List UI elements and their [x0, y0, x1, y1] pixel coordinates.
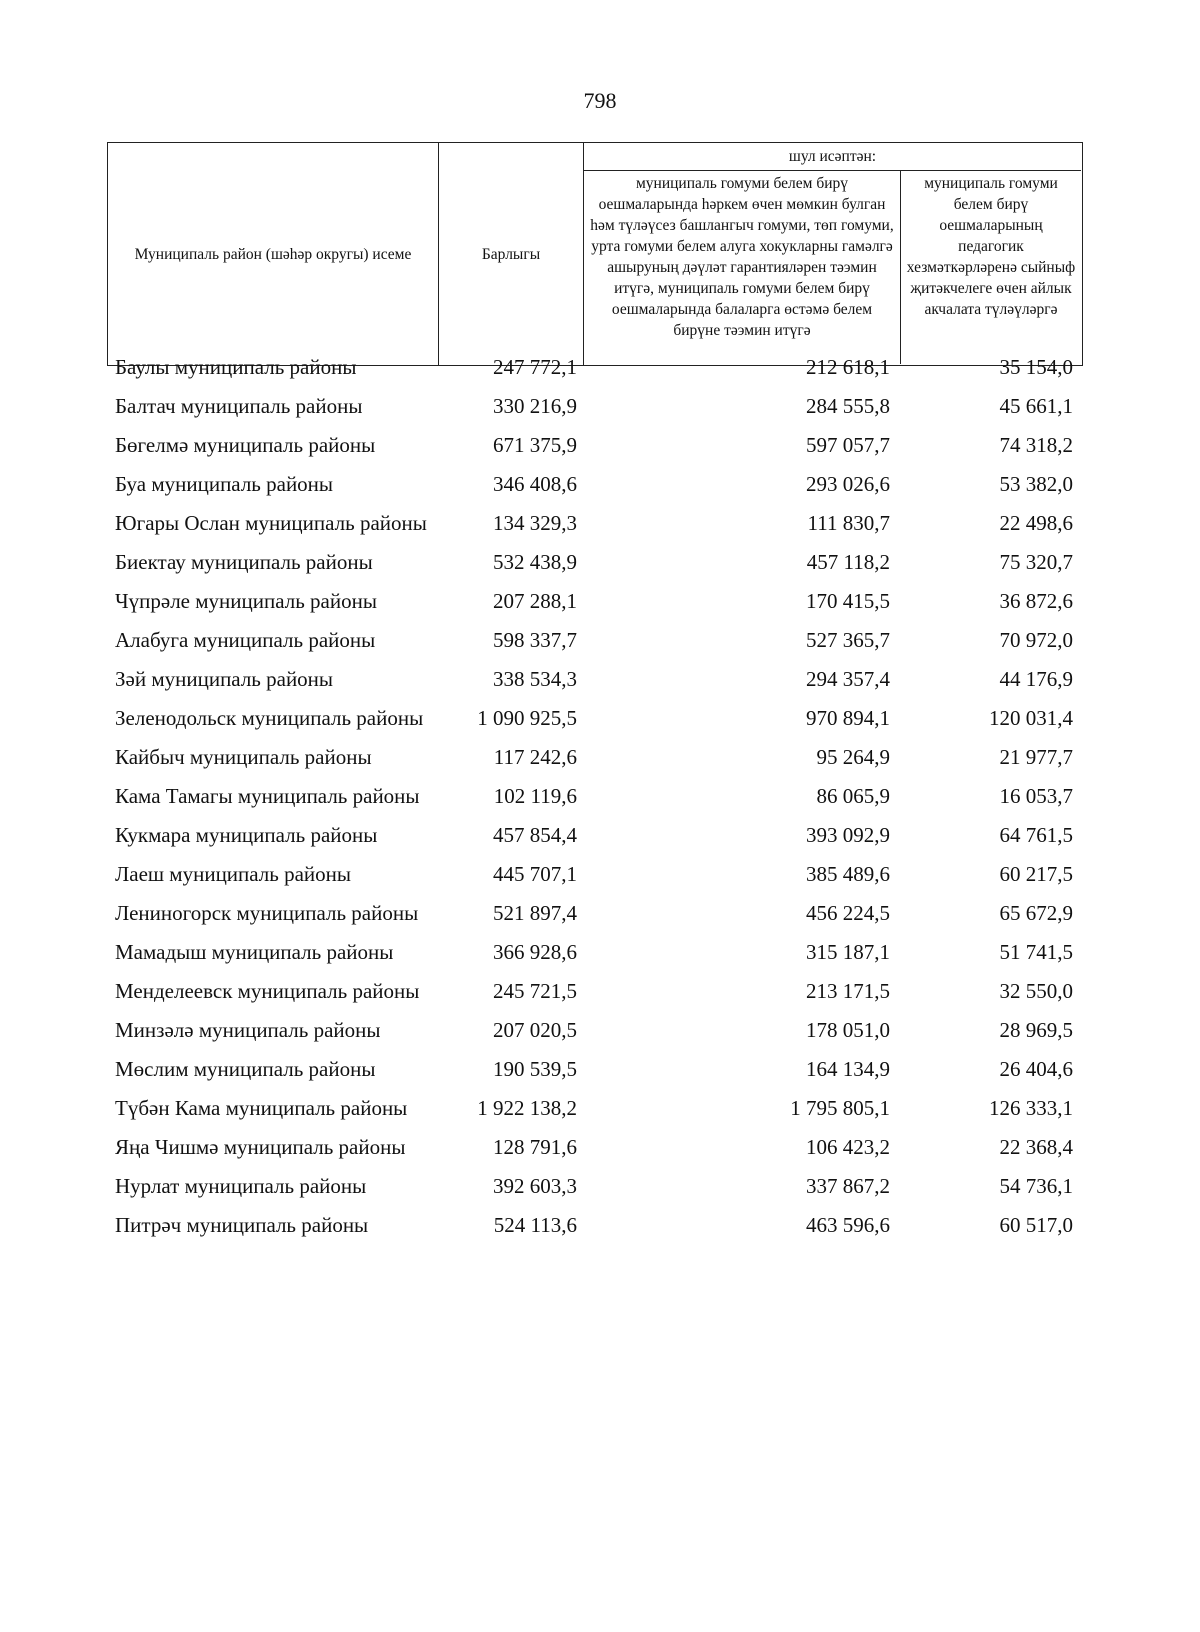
row-sub1: 284 555,8 — [806, 394, 890, 418]
page-number: 798 — [583, 88, 617, 113]
row-sub1: 1 795 805,1 — [790, 1096, 890, 1120]
row-name: Чүпрәле муниципаль районы — [115, 589, 377, 613]
row-sub1: 164 134,9 — [806, 1057, 890, 1081]
row-sub2: 60 217,5 — [999, 862, 1073, 886]
header-sub1: муниципаль гомуми белем бирү оешмаларында һәркем өчен мөмкин булган һәм түләүсез башлангыч гомуми, төп гомуми, урта гомуми белем алуга хокукларны гамәлгә ашыруның дәүләт гарантияләрен тәэмин итүгә, муниципаль гомуми белем бирү оешмаларында балаларга өстәмә белем бирүне тәэмин итүгә — [584, 171, 901, 364]
table-row — [107, 548, 1087, 587]
row-sub1: 213 171,5 — [806, 979, 890, 1003]
row-name: Лениногорск муниципаль районы — [115, 901, 419, 925]
row-total: 521 897,4 — [493, 901, 577, 925]
row-total: 445 707,1 — [493, 862, 577, 886]
row-sub2: 64 761,5 — [999, 823, 1073, 847]
row-sub1: 294 357,4 — [806, 667, 890, 691]
row-total: 190 539,5 — [493, 1057, 577, 1081]
row-sub2: 74 318,2 — [999, 433, 1073, 457]
row-name: Баулы муниципаль районы — [115, 355, 357, 379]
row-total: 102 119,6 — [493, 784, 577, 808]
row-sub1: 970 894,1 — [806, 706, 890, 730]
row-sub2: 53 382,0 — [999, 472, 1073, 496]
row-sub1: 456 224,5 — [806, 901, 890, 925]
row-name: Биектау муниципаль районы — [115, 550, 373, 574]
row-name: Менделеевск муниципаль районы — [115, 979, 420, 1003]
row-sub1: 527 365,7 — [806, 628, 890, 652]
row-name: Түбән Кама муниципаль районы — [115, 1096, 408, 1120]
header-name: Муниципаль район (шәһәр округы) исеме — [108, 143, 439, 365]
row-name: Мөслим муниципаль районы — [115, 1057, 376, 1081]
row-name: Яңа Чишмә муниципаль районы — [115, 1135, 406, 1159]
row-sub1: 111 830,7 — [807, 511, 890, 535]
row-total: 457 854,4 — [493, 823, 577, 847]
row-sub1: 95 264,9 — [816, 745, 890, 769]
table-row — [107, 353, 1087, 392]
row-name: Кайбыч муниципаль районы — [115, 745, 372, 769]
row-sub1: 178 051,0 — [806, 1018, 890, 1042]
table-row — [107, 470, 1087, 509]
row-name: Мамадыш муниципаль районы — [115, 940, 394, 964]
table-row — [107, 1172, 1087, 1211]
row-sub2: 44 176,9 — [999, 667, 1073, 691]
row-name: Югары Ослан муниципаль районы — [115, 511, 427, 535]
table-header — [107, 142, 1083, 366]
row-sub1: 385 489,6 — [806, 862, 890, 886]
row-total: 117 242,6 — [493, 745, 577, 769]
row-total: 338 534,3 — [493, 667, 577, 691]
row-sub1: 170 415,5 — [806, 589, 890, 613]
row-sub1: 337 867,2 — [806, 1174, 890, 1198]
table-row — [107, 860, 1087, 899]
table-row — [107, 587, 1087, 626]
row-name: Минзәлә муниципаль районы — [115, 1018, 381, 1042]
row-total: 598 337,7 — [493, 628, 577, 652]
table-row — [107, 392, 1087, 431]
row-sub1: 106 423,2 — [806, 1135, 890, 1159]
table-row — [107, 626, 1087, 665]
row-sub2: 51 741,5 — [999, 940, 1073, 964]
table-row — [107, 977, 1087, 1016]
row-sub2: 16 053,7 — [999, 784, 1073, 808]
row-total: 134 329,3 — [493, 511, 577, 535]
row-total: 1 922 138,2 — [477, 1096, 577, 1120]
table-row — [107, 704, 1087, 743]
header-sub2: муниципаль гомуми белем бирү оешмаларының педагогик хезмәткәрләренә сыйныф җитәкчелеге өчен айлык акчалата түләүләргә — [906, 175, 1076, 318]
row-sub2: 36 872,6 — [999, 589, 1073, 613]
row-total: 247 772,1 — [493, 355, 577, 379]
row-total: 207 020,5 — [493, 1018, 577, 1042]
row-total: 392 603,3 — [493, 1174, 577, 1198]
row-sub1: 315 187,1 — [806, 940, 890, 964]
table-row — [107, 1133, 1087, 1172]
row-sub1: 212 618,1 — [806, 355, 890, 379]
row-total: 366 928,6 — [493, 940, 577, 964]
row-total: 207 288,1 — [493, 589, 577, 613]
row-total: 532 438,9 — [493, 550, 577, 574]
table-row — [107, 509, 1087, 548]
table-row — [107, 665, 1087, 704]
row-sub1: 86 065,9 — [816, 784, 890, 808]
table-row — [107, 743, 1087, 782]
row-sub2: 26 404,6 — [999, 1057, 1073, 1081]
table-row — [107, 1055, 1087, 1094]
row-name: Лаеш муниципаль районы — [115, 862, 352, 886]
row-sub1: 597 057,7 — [806, 433, 890, 457]
row-total: 671 375,9 — [493, 433, 577, 457]
row-name: Буа муниципаль районы — [115, 472, 334, 496]
row-sub1: 293 026,6 — [806, 472, 890, 496]
header-group: шул исәптән: — [584, 143, 1081, 171]
table-row — [107, 1094, 1087, 1133]
row-name: Кама Тамагы муниципаль районы — [115, 784, 420, 808]
row-sub2: 22 498,6 — [999, 511, 1073, 535]
row-total: 346 408,6 — [493, 472, 577, 496]
table-row — [107, 1016, 1087, 1055]
row-name: Балтач муниципаль районы — [115, 394, 363, 418]
row-name: Зәй муниципаль районы — [115, 667, 334, 691]
row-sub2: 45 661,1 — [999, 394, 1073, 418]
table-row — [107, 1211, 1087, 1250]
row-total: 245 721,5 — [493, 979, 577, 1003]
row-name: Нурлат муниципаль районы — [115, 1174, 367, 1198]
row-name: Алабуга муниципаль районы — [115, 628, 376, 652]
row-total: 1 090 925,5 — [477, 706, 577, 730]
row-sub2: 75 320,7 — [999, 550, 1073, 574]
row-sub2: 65 672,9 — [999, 901, 1073, 925]
row-sub2: 35 154,0 — [999, 355, 1073, 379]
row-name: Зеленодольск муниципаль районы — [115, 706, 424, 730]
table-row — [107, 782, 1087, 821]
row-total: 330 216,9 — [493, 394, 577, 418]
row-total: 128 791,6 — [493, 1135, 577, 1159]
header-total: Барлыгы — [439, 143, 584, 365]
table-row — [107, 938, 1087, 977]
row-sub2: 28 969,5 — [999, 1018, 1073, 1042]
row-sub2: 120 031,4 — [989, 706, 1073, 730]
table-row — [107, 821, 1087, 860]
table-row — [107, 899, 1087, 938]
row-total: 524 113,6 — [493, 1213, 577, 1237]
row-sub2: 60 517,0 — [999, 1213, 1073, 1237]
row-sub2: 32 550,0 — [999, 979, 1073, 1003]
row-name: Кукмара муниципаль районы — [115, 823, 378, 847]
row-sub2: 54 736,1 — [999, 1174, 1073, 1198]
row-sub1: 393 092,9 — [806, 823, 890, 847]
row-sub1: 457 118,2 — [806, 550, 890, 574]
row-sub2: 21 977,7 — [999, 745, 1073, 769]
row-sub2: 126 333,1 — [989, 1096, 1073, 1120]
row-name: Бөгелмә муниципаль районы — [115, 433, 376, 457]
table-row — [107, 431, 1087, 470]
row-name: Питрәч муниципаль районы — [115, 1213, 369, 1237]
row-sub2: 22 368,4 — [999, 1135, 1073, 1159]
row-sub1: 463 596,6 — [806, 1213, 890, 1237]
row-sub2: 70 972,0 — [999, 628, 1073, 652]
table-body — [107, 353, 1087, 1250]
